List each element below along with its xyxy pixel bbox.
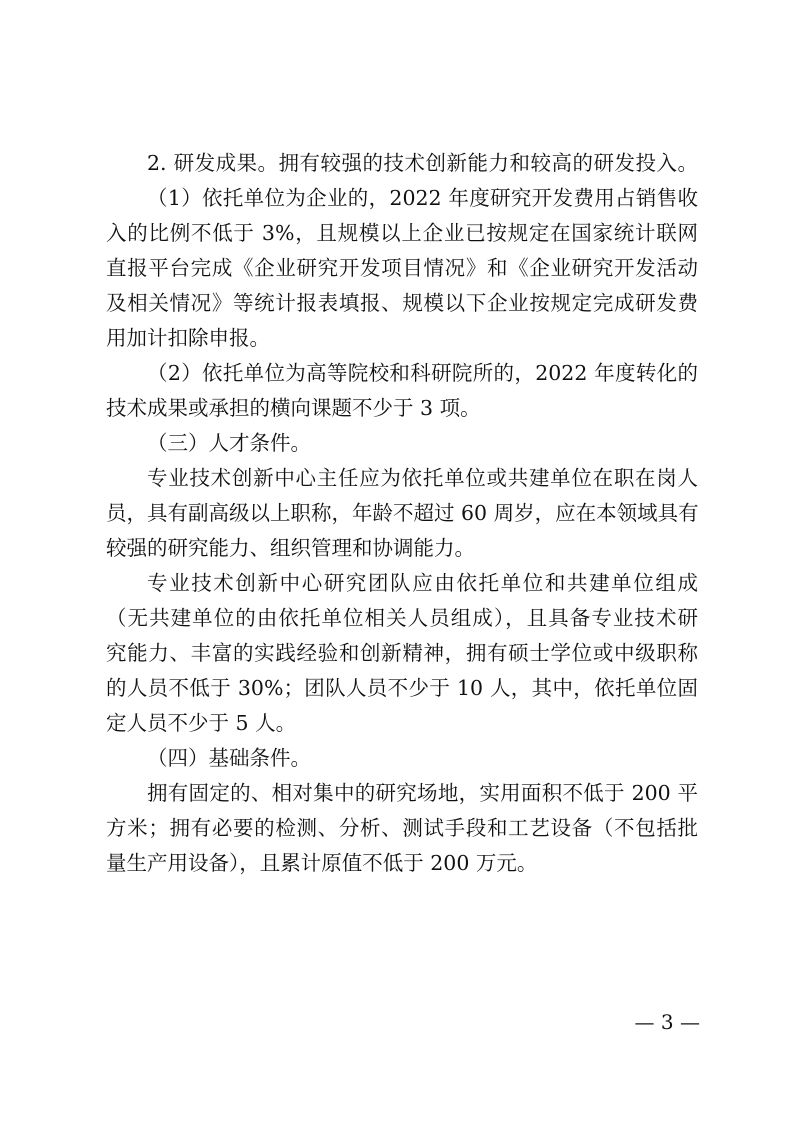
section-heading: （四）基础条件。 xyxy=(147,746,311,770)
paragraph-line: 用加计扣除申报。 xyxy=(106,326,270,350)
paragraph-line: 拥有固定的、相对集中的研究场地，实用面积不低于 200 平 xyxy=(147,781,698,805)
paragraph-line: 直报平台完成《企业研究开发项目情况》和《企业研究开发活动 xyxy=(106,256,698,280)
paragraph-line: 的人员不低于 30%；团队人员不少于 10 人，其中，依托单位固 xyxy=(106,676,698,700)
paragraph-line: （1）依托单位为企业的，2022 年度研究开发费用占销售收 xyxy=(147,186,698,210)
paragraph-line: 2. 研发成果。拥有较强的技术创新能力和较高的研发投入。 xyxy=(147,151,698,175)
paragraph-line: 专业技术创新中心研究团队应由依托单位和共建单位组成 xyxy=(147,571,698,595)
paragraph-line: 员，具有副高级以上职称，年龄不超过 60 周岁，应在本领域具有 xyxy=(106,501,699,525)
paragraph-line: 入的比例不低于 3%，且规模以上企业已按规定在国家统计联网 xyxy=(106,221,698,245)
section-heading: （三）人才条件。 xyxy=(147,431,311,455)
paragraph-line: 究能力、丰富的实践经验和创新精神，拥有硕士学位或中级职称 xyxy=(106,641,698,665)
paragraph-line: （2）依托单位为高等院校和科研院所的，2022 年度转化的 xyxy=(147,361,698,385)
document-body xyxy=(106,146,698,881)
paragraph-line: 较强的研究能力、组织管理和协调能力。 xyxy=(106,536,475,560)
paragraph-line: 方米；拥有必要的检测、分析、测试手段和工艺设备（不包括批 xyxy=(106,816,698,840)
paragraph-line: 量生产用设备），且累计原值不低于 200 万元。 xyxy=(106,851,538,875)
paragraph-line: 专业技术创新中心主任应为依托单位或共建单位在职在岗人 xyxy=(147,466,698,490)
page-number: — 3 — xyxy=(634,1010,700,1034)
paragraph-line: （无共建单位的由依托单位相关人员组成），且具备专业技术研 xyxy=(106,606,698,630)
paragraph-line: 技术成果或承担的横向课题不少于 3 项。 xyxy=(106,396,481,420)
paragraph-line: 定人员不少于 5 人。 xyxy=(106,711,297,735)
paragraph-line: 及相关情况》等统计报表填报、规模以下企业按规定完成研发费 xyxy=(106,291,698,315)
